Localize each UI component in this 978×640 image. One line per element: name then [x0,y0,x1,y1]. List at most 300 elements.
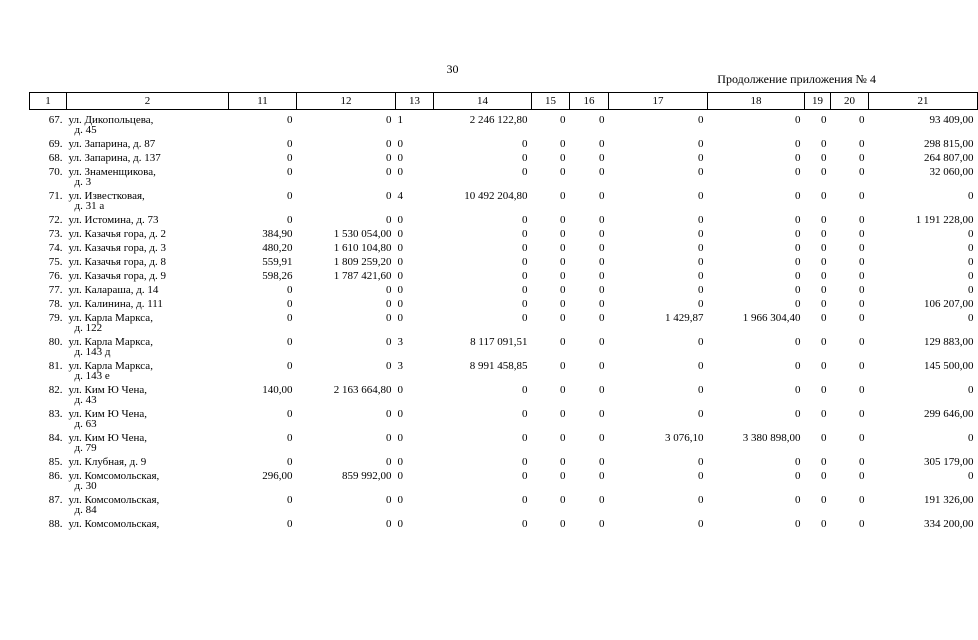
value-cell: 0 [287,312,293,324]
row-number: 72. [48,214,63,226]
value-cell: 0 [698,152,704,164]
value-cell: 0 [599,494,605,506]
value-cell: 4 [397,190,403,202]
value-cell: 0 [397,242,403,254]
value-cell: 0 [599,336,605,348]
address-cell [67,167,229,191]
value-cell: 0 [821,114,827,126]
table-row [30,409,978,433]
value-cell: 129 883,00 [924,336,974,348]
value-cell: 0 [795,494,801,506]
address-cell [67,361,229,385]
value-cell: 1 787 421,60 [333,270,392,282]
value-cell: 0 [795,270,801,282]
address-cell [67,471,229,495]
page-number: 30 [446,62,459,76]
value-cell: 0 [287,214,293,226]
value-cell: 3 076,10 [665,432,704,444]
value-cell: 0 [560,152,566,164]
value-cell: 0 [821,256,827,268]
address-cell [67,385,229,409]
address-line: д. 143 д [74,346,111,358]
value-cell: 0 [287,152,293,164]
value-cell: 384,90 [262,228,293,240]
row-number: 82. [48,384,63,396]
row-number: 84. [48,432,63,444]
column-header: 18 [708,93,805,110]
address-cell [67,257,229,271]
value-cell: 1 966 304,40 [742,312,801,324]
value-cell: 0 [560,408,566,420]
row-number: 86. [48,470,63,482]
value-cell: 0 [599,360,605,372]
value-cell: 8 991 458,85 [469,360,528,372]
value-cell: 0 [386,214,392,226]
column-header: 13 [396,93,434,110]
value-cell: 0 [560,228,566,240]
value-cell: 0 [821,432,827,444]
table-row [30,385,978,409]
value-cell: 1 [397,114,403,126]
value-cell: 0 [968,228,974,240]
value-cell: 0 [698,214,704,226]
row-number: 85. [48,456,63,468]
address-line: д. 31 а [74,200,105,212]
value-cell: 10 492 204,80 [464,190,528,202]
value-cell: 140,00 [262,384,293,396]
value-cell: 0 [859,518,865,530]
value-cell: 0 [698,494,704,506]
table-row [30,337,978,361]
column-header: 16 [570,93,609,110]
value-cell: 0 [287,518,293,530]
value-cell: 0 [560,456,566,468]
value-cell: 0 [386,190,392,202]
value-cell: 0 [698,256,704,268]
table-row [30,229,978,243]
value-cell: 0 [397,214,403,226]
value-cell: 0 [599,152,605,164]
value-cell: 0 [397,456,403,468]
table-row [30,167,978,191]
value-cell: 559,91 [262,256,293,268]
address-cell [67,299,229,313]
value-cell: 0 [397,284,403,296]
value-cell: 1 191 228,00 [915,214,974,226]
value-cell: 0 [698,138,704,150]
value-cell: 0 [821,384,827,396]
value-cell: 0 [287,360,293,372]
value-cell: 0 [599,138,605,150]
value-cell: 0 [522,456,528,468]
value-cell: 0 [859,360,865,372]
address-cell [67,229,229,243]
value-cell: 0 [795,408,801,420]
address-line: ул. Запарина, д. 137 [68,152,161,164]
address-cell [67,495,229,519]
value-cell: 0 [386,152,392,164]
value-cell: 0 [560,256,566,268]
value-cell: 0 [397,384,403,396]
value-cell: 0 [599,518,605,530]
address-cell [67,271,229,285]
value-cell: 0 [821,190,827,202]
row-number: 69. [48,138,63,150]
row-number: 67. [48,114,63,126]
value-cell: 0 [599,456,605,468]
value-cell: 1 809 259,20 [333,256,392,268]
address-line: ул. Истомина, д. 73 [68,214,159,226]
value-cell: 0 [599,270,605,282]
address-cell [67,313,229,337]
table-row [30,215,978,229]
column-header: 20 [831,93,869,110]
value-cell: 0 [599,408,605,420]
value-cell: 0 [287,166,293,178]
value-cell: 0 [522,152,528,164]
value-cell: 0 [599,470,605,482]
value-cell: 305 179,00 [924,456,974,468]
value-cell: 0 [522,242,528,254]
value-cell: 0 [599,312,605,324]
value-cell: 0 [698,456,704,468]
value-cell: 0 [821,166,827,178]
table-row [30,519,978,533]
address-cell [67,457,229,471]
value-cell: 0 [599,114,605,126]
value-cell: 0 [821,214,827,226]
value-cell: 0 [795,384,801,396]
value-cell: 0 [795,242,801,254]
table-row [30,243,978,257]
address-line: ул. Казачья гора, д. 2 [68,228,166,240]
value-cell: 0 [560,518,566,530]
value-cell: 0 [968,242,974,254]
address-line: ул. Комсомольская, [68,470,160,482]
value-cell: 0 [821,138,827,150]
value-cell: 0 [821,494,827,506]
value-cell: 0 [397,470,403,482]
value-cell: 1 530 054,00 [333,228,392,240]
value-cell: 0 [386,518,392,530]
value-cell: 0 [522,270,528,282]
value-cell: 0 [397,138,403,150]
value-cell: 0 [698,408,704,420]
address-line: д. 122 [74,322,103,334]
address-line: ул. Знаменщикова, [68,166,156,178]
value-cell: 0 [522,408,528,420]
value-cell: 0 [522,228,528,240]
value-cell: 0 [287,336,293,348]
value-cell: 0 [968,284,974,296]
value-cell: 0 [560,336,566,348]
address-cell [67,153,229,167]
table-row [30,495,978,519]
table-row [30,471,978,495]
value-cell: 0 [795,336,801,348]
value-cell: 0 [859,470,865,482]
value-cell: 0 [795,114,801,126]
table-row [30,271,978,285]
address-line: ул. Клубная, д. 9 [68,456,147,468]
value-cell: 0 [386,298,392,310]
value-cell: 0 [599,190,605,202]
address-cell [67,433,229,457]
value-cell: 0 [698,114,704,126]
value-cell: 0 [560,166,566,178]
row-number: 76. [48,270,63,282]
value-cell: 0 [821,152,827,164]
data-table [29,92,978,533]
column-header: 1 [30,93,67,110]
value-cell: 0 [397,166,403,178]
address-line: ул. Калараша, д. 14 [68,284,159,296]
address-line: ул. Известковая, [68,190,145,202]
row-number: 78. [48,298,63,310]
value-cell: 0 [968,470,974,482]
value-cell: 0 [859,336,865,348]
address-line: ул. Казачья гора, д. 9 [68,270,166,282]
table-row [30,257,978,271]
value-cell: 0 [859,298,865,310]
value-cell: 0 [698,298,704,310]
value-cell: 0 [821,298,827,310]
value-cell: 0 [599,284,605,296]
value-cell: 0 [386,456,392,468]
value-cell: 0 [560,190,566,202]
row-number: 74. [48,242,63,254]
address-line: ул. Казачья гора, д. 3 [68,242,166,254]
address-line: ул. Комсомольская, [68,518,160,530]
value-cell: 0 [397,270,403,282]
value-cell: 0 [287,456,293,468]
value-cell: 0 [859,284,865,296]
value-cell: 0 [599,228,605,240]
value-cell: 0 [859,190,865,202]
value-cell: 0 [821,228,827,240]
value-cell: 480,20 [262,242,293,254]
value-cell: 0 [698,242,704,254]
address-line: ул. Карла Маркса, [68,336,153,348]
value-cell: 106 207,00 [924,298,974,310]
value-cell: 0 [599,384,605,396]
value-cell: 299 646,00 [924,408,974,420]
value-cell: 0 [560,312,566,324]
value-cell: 0 [397,298,403,310]
value-cell: 0 [386,494,392,506]
value-cell: 0 [795,360,801,372]
address-cell [67,409,229,433]
value-cell: 0 [522,166,528,178]
address-line: ул. Карла Маркса, [68,360,153,372]
value-cell: 0 [287,190,293,202]
value-cell: 0 [386,360,392,372]
value-cell: 0 [698,270,704,282]
table-row [30,299,978,313]
value-cell: 0 [287,408,293,420]
column-header: 17 [609,93,708,110]
address-line: ул. Запарина, д. 87 [68,138,156,150]
value-cell: 264 807,00 [924,152,974,164]
value-cell: 0 [522,298,528,310]
value-cell: 0 [698,166,704,178]
value-cell: 598,26 [262,270,293,282]
value-cell: 0 [522,214,528,226]
value-cell: 1 429,87 [665,312,704,324]
table-row [30,457,978,471]
appendix-continuation-title: Продолжение приложения № 4 [717,72,876,86]
value-cell: 0 [859,138,865,150]
address-cell [67,243,229,257]
column-header: 15 [532,93,570,110]
column-header: 14 [434,93,532,110]
value-cell: 0 [859,384,865,396]
value-cell: 0 [698,360,704,372]
value-cell: 0 [522,284,528,296]
value-cell: 0 [968,384,974,396]
address-cell [67,519,229,533]
address-line: д. 43 [74,394,97,406]
value-cell: 0 [287,432,293,444]
column-header: 12 [297,93,396,110]
value-cell: 2 163 664,80 [333,384,392,396]
address-line: д. 63 [74,418,97,430]
table-row [30,153,978,167]
value-cell: 145 500,00 [924,360,974,372]
table-row [30,139,978,153]
value-cell: 0 [397,152,403,164]
value-cell: 0 [698,336,704,348]
value-cell: 0 [560,360,566,372]
table-row [30,285,978,299]
value-cell: 191 326,00 [924,494,974,506]
value-cell: 0 [859,494,865,506]
value-cell: 8 117 091,51 [470,336,528,348]
row-number: 79. [48,312,63,324]
address-line: ул. Ким Ю Чена, [68,408,148,420]
value-cell: 0 [795,166,801,178]
value-cell: 0 [795,298,801,310]
row-number: 88. [48,518,63,530]
value-cell: 0 [821,284,827,296]
value-cell: 0 [522,312,528,324]
row-number: 75. [48,256,63,268]
address-line: д. 3 [74,176,92,188]
value-cell: 0 [859,270,865,282]
value-cell: 0 [859,166,865,178]
address-line: ул. Казачья гора, д. 8 [68,256,166,268]
value-cell: 0 [821,408,827,420]
value-cell: 0 [397,228,403,240]
column-header: 21 [869,93,978,110]
address-line: ул. Ким Ю Чена, [68,432,148,444]
address-line: ул. Карла Маркса, [68,312,153,324]
value-cell: 0 [698,284,704,296]
value-cell: 0 [859,228,865,240]
address-line: ул. Ким Ю Чена, [68,384,148,396]
address-cell [67,215,229,229]
table-body [30,110,978,534]
value-cell: 0 [560,284,566,296]
row-number: 73. [48,228,63,240]
value-cell: 0 [968,312,974,324]
value-cell: 3 [397,360,403,372]
row-number: 83. [48,408,63,420]
value-cell: 334 200,00 [924,518,974,530]
address-line: ул. Комсомольская, [68,494,160,506]
value-cell: 0 [599,432,605,444]
value-cell: 0 [698,384,704,396]
table-row [30,433,978,457]
value-cell: 0 [397,256,403,268]
address-cell [67,110,229,140]
address-line: д. 79 [74,442,97,454]
value-cell: 0 [560,270,566,282]
value-cell: 0 [795,470,801,482]
column-header: 19 [805,93,831,110]
value-cell: 0 [386,336,392,348]
value-cell: 0 [599,256,605,268]
value-cell: 0 [859,256,865,268]
value-cell: 0 [522,432,528,444]
address-line: д. 143 е [74,370,110,382]
value-cell: 0 [599,214,605,226]
row-number: 87. [48,494,63,506]
value-cell: 0 [795,456,801,468]
value-cell: 0 [386,114,392,126]
value-cell: 0 [386,432,392,444]
value-cell: 0 [859,408,865,420]
value-cell: 0 [386,138,392,150]
value-cell: 0 [821,336,827,348]
address-line: д. 30 [74,480,97,492]
table-row [30,313,978,337]
value-cell: 0 [859,312,865,324]
value-cell: 0 [560,494,566,506]
row-number: 68. [48,152,63,164]
value-cell: 0 [560,432,566,444]
value-cell: 1 610 104,80 [333,242,392,254]
value-cell: 298 815,00 [924,138,974,150]
address-line: д. 84 [74,504,97,516]
value-cell: 0 [698,228,704,240]
value-cell: 0 [397,408,403,420]
value-cell: 0 [386,312,392,324]
row-number: 77. [48,284,63,296]
value-cell: 0 [522,256,528,268]
header-row [30,93,978,110]
value-cell: 0 [795,152,801,164]
value-cell: 0 [560,298,566,310]
value-cell: 0 [287,114,293,126]
value-cell: 0 [821,270,827,282]
address-cell [67,139,229,153]
value-cell: 0 [386,408,392,420]
address-cell [67,337,229,361]
value-cell: 0 [287,298,293,310]
value-cell: 0 [859,242,865,254]
value-cell: 0 [560,470,566,482]
value-cell: 0 [560,384,566,396]
table-row [30,191,978,215]
value-cell: 0 [968,432,974,444]
value-cell: 3 380 898,00 [742,432,801,444]
table-row [30,110,978,140]
value-cell: 0 [522,518,528,530]
row-number: 80. [48,336,63,348]
row-number: 81. [48,360,63,372]
address-line: д. 45 [74,124,97,136]
